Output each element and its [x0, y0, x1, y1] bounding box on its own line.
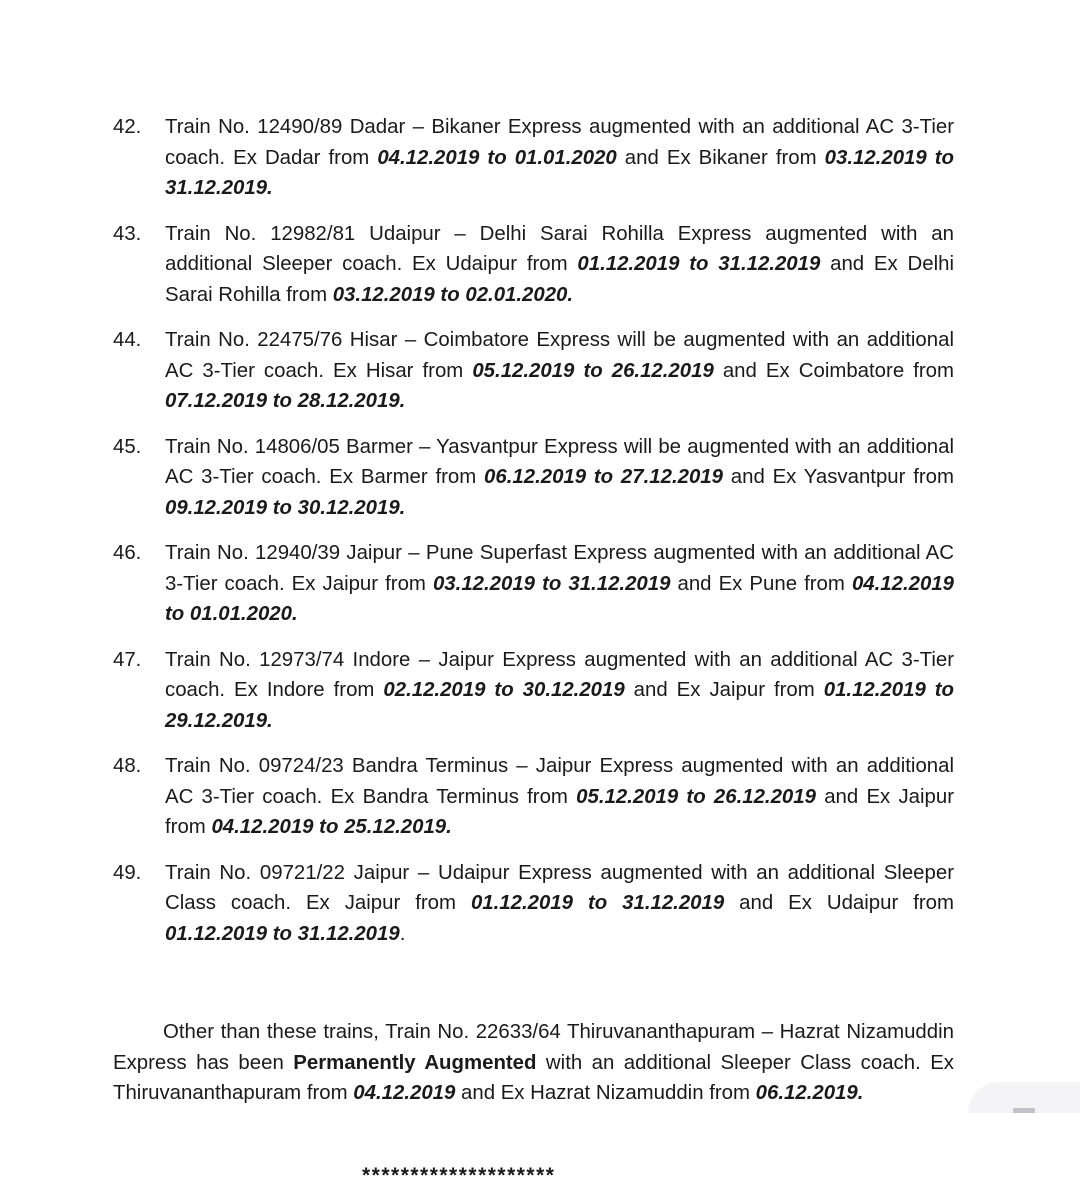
- text-segment: Train No. 09724/23 Bandra Terminus – Jaipur Express augmented with an additional AC 3-Tier coach. Ex Bandra Terminus from: [165, 755, 954, 808]
- text-segment: and Ex Coimbatore from: [714, 360, 954, 382]
- text-segment: 04.12.2019 to 25.12.2019.: [211, 816, 451, 838]
- list-item-number: 45.: [113, 432, 141, 463]
- text-segment: Train No. 14806/05 Barmer – Yasvantpur Express will be augmented with an additional AC 3-Tier coach. Ex Barmer from: [165, 436, 954, 489]
- train-list-item: [113, 432, 954, 524]
- train-list: [113, 112, 954, 949]
- list-item-text: [165, 325, 954, 417]
- document-content: [113, 112, 954, 1191]
- text-segment: 04.12.2019: [353, 1082, 455, 1104]
- text-segment: and Ex Jaipur from: [625, 679, 824, 701]
- list-item-number: 42.: [113, 112, 141, 143]
- list-item-number: 48.: [113, 751, 141, 782]
- list-item-text: [165, 219, 954, 311]
- floating-corner-widget[interactable]: [968, 1082, 1080, 1113]
- text-segment: 03.12.2019 to 02.01.2020.: [333, 284, 573, 306]
- list-item-text: [165, 432, 954, 524]
- drag-handle-icon: [1013, 1108, 1035, 1113]
- train-list-item: [113, 858, 954, 950]
- text-segment: Other than these trains, Train No. 22633/64 Thiruvananthapuram – Hazrat Nizamuddin Express has been: [113, 1021, 954, 1074]
- list-item-text: [165, 858, 954, 950]
- text-segment: 05.12.2019 to 26.12.2019: [472, 360, 713, 382]
- list-item-number: 46.: [113, 538, 141, 569]
- text-segment: 06.12.2019 to 27.12.2019: [484, 466, 723, 488]
- list-item-number: 43.: [113, 219, 141, 250]
- text-segment: 01.12.2019 to 29.12.2019.: [165, 679, 954, 732]
- train-list-item: [113, 112, 954, 204]
- text-segment: and Ex Yasvantpur from: [723, 466, 954, 488]
- text-segment: and Ex Delhi Sarai Rohilla from: [165, 253, 954, 306]
- text-segment: 01.12.2019 to 31.12.2019: [577, 253, 820, 275]
- text-segment: and Ex Bikaner from: [617, 147, 825, 169]
- end-separator: ********************: [113, 1161, 954, 1191]
- text-segment: 01.12.2019 to 31.12.2019: [471, 892, 724, 914]
- text-segment: and Ex Jaipur from: [165, 786, 954, 839]
- train-list-item: [113, 751, 954, 843]
- text-segment: 03.12.2019 to 31.12.2019.: [165, 147, 954, 200]
- text-segment: 07.12.2019 to 28.12.2019.: [165, 390, 405, 412]
- text-segment: and Ex Pune from: [670, 573, 852, 595]
- list-item-text: [165, 112, 954, 204]
- text-segment: 04.12.2019 to 01.01.2020.: [165, 573, 954, 626]
- text-segment: 02.12.2019 to 30.12.2019: [383, 679, 624, 701]
- text-segment: 06.12.2019.: [756, 1082, 864, 1104]
- text-segment: Train No. 09721/22 Jaipur – Udaipur Express augmented with an additional Sleeper Class coach. Ex Jaipur from: [165, 862, 954, 915]
- text-segment: Train No. 12973/74 Indore – Jaipur Express augmented with an additional AC 3-Tier coach. Ex Indore from: [165, 649, 954, 702]
- list-item-number: 44.: [113, 325, 141, 356]
- text-segment: 05.12.2019 to 26.12.2019: [576, 786, 816, 808]
- text-segment: with an additional Sleeper Class coach. Ex Thiruvananthapuram from: [113, 1052, 954, 1105]
- train-list-item: [113, 538, 954, 630]
- list-item-text: [165, 645, 954, 737]
- train-list-item: [113, 219, 954, 311]
- list-item-number: 47.: [113, 645, 141, 676]
- train-list-item: [113, 645, 954, 737]
- text-segment: 04.12.2019 to 01.01.2020: [377, 147, 616, 169]
- train-list-item: [113, 325, 954, 417]
- text-segment: 09.12.2019 to 30.12.2019.: [165, 497, 405, 519]
- list-item-text: [165, 751, 954, 843]
- text-segment: and Ex Hazrat Nizamuddin from: [455, 1082, 755, 1104]
- list-item-number: 49.: [113, 858, 141, 889]
- text-segment: Train No. 12490/89 Dadar – Bikaner Express augmented with an additional AC 3-Tier coach. Ex Dadar from: [165, 116, 954, 169]
- closing-paragraph: [113, 1017, 954, 1109]
- list-item-text: [165, 538, 954, 630]
- text-segment: 01.12.2019 to 31.12.2019: [165, 923, 400, 945]
- text-segment: Permanently Augmented: [293, 1052, 536, 1074]
- text-segment: 03.12.2019 to 31.12.2019: [433, 573, 670, 595]
- text-segment: .: [400, 923, 406, 945]
- text-segment: Train No. 12982/81 Udaipur – Delhi Sarai Rohilla Express augmented with an additional Sleeper coach. Ex Udaipur from: [165, 223, 954, 276]
- text-segment: and Ex Udaipur from: [724, 892, 954, 914]
- text-segment: Train No. 22475/76 Hisar – Coimbatore Express will be augmented with an additional AC 3-Tier coach. Ex Hisar from: [165, 329, 954, 382]
- text-segment: Train No. 12940/39 Jaipur – Pune Superfast Express augmented with an additional AC 3-Tier coach. Ex Jaipur from: [165, 542, 954, 595]
